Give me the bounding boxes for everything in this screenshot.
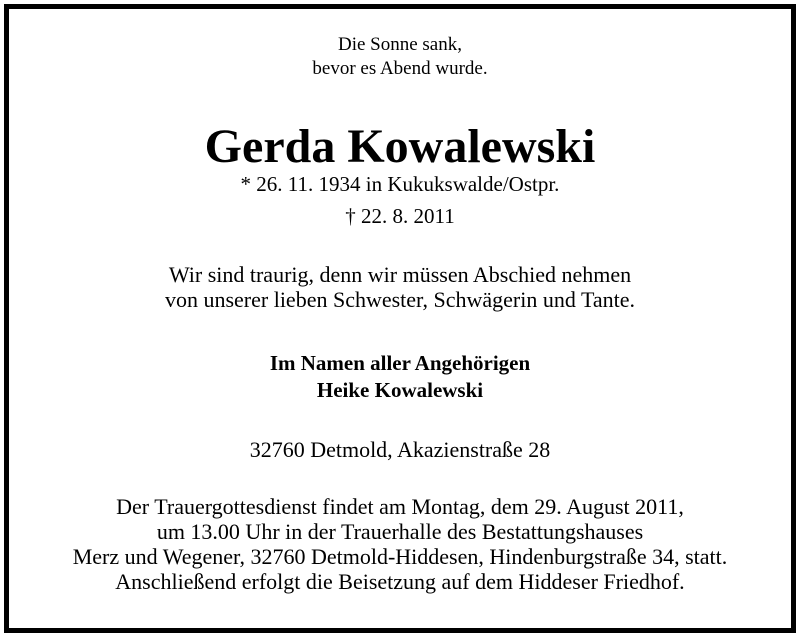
motto-line-1: Die Sonne sank,	[337, 34, 462, 55]
motto-line-2: bevor es Abend wurde.	[312, 58, 488, 79]
death-date: † 22. 8. 2011	[345, 204, 455, 228]
deceased-name: Gerda Kowalewski	[204, 120, 596, 173]
message-line-1: Wir sind traurig, denn wir müssen Abschied nehmen	[168, 262, 632, 287]
family-address: 32760 Detmold, Akazienstraße 28	[249, 437, 551, 462]
birth-date: * 26. 11. 1934 in Kukukswalde/Ostpr.	[240, 172, 560, 196]
signature-line-1: Im Namen aller Angehörigen	[269, 351, 531, 375]
service-line-2: um 13.00 Uhr in der Trauerhalle des Bestattungshauses	[156, 519, 644, 544]
service-line-3: Merz und Wegener, 32760 Detmold-Hiddesen, Hindenburgstraße 34, statt.	[72, 544, 728, 569]
service-line-1: Der Trauergottesdienst findet am Montag, dem 29. August 2011,	[116, 494, 684, 519]
message-line-2: von unserer lieben Schwester, Schwägerin und Tante.	[164, 287, 636, 312]
service-line-4: Anschließend erfolgt die Beisetzung auf dem Hiddeser Friedhof.	[115, 569, 685, 594]
signature-name: Heike Kowalewski	[316, 378, 484, 402]
